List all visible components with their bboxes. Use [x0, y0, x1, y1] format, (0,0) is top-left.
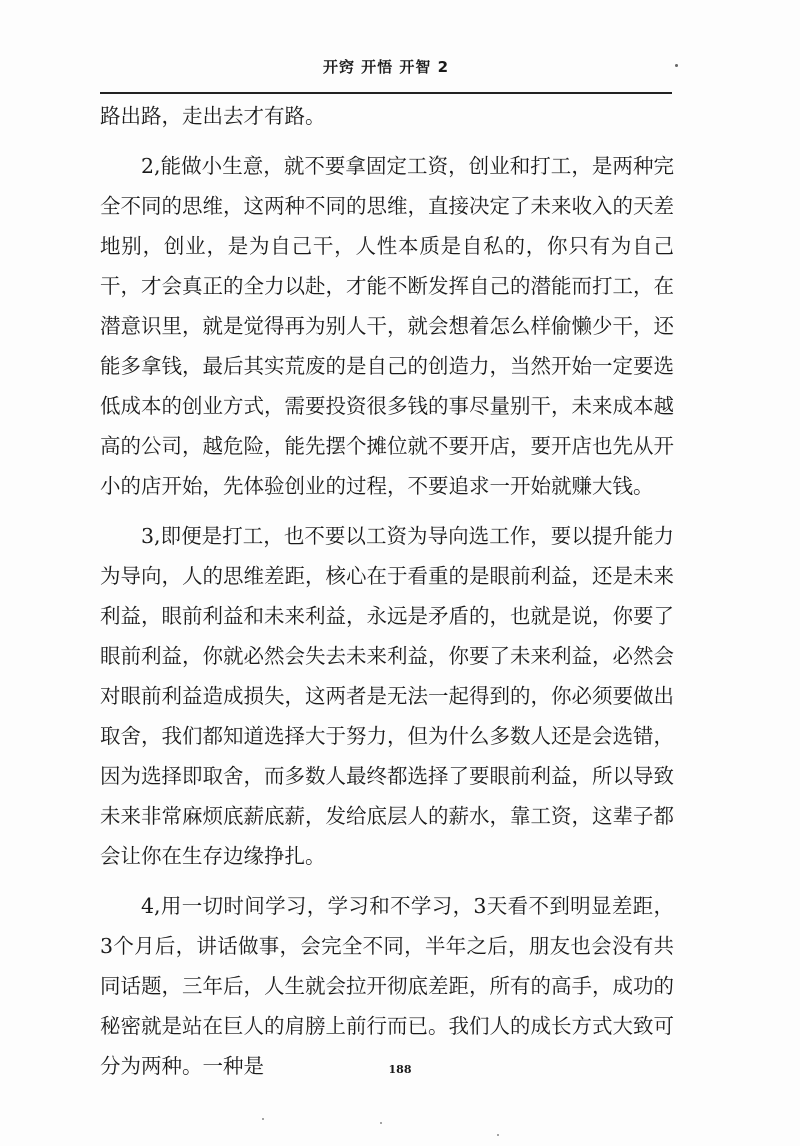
- running-header: [100, 52, 672, 94]
- scan-speck: [380, 1122, 382, 1124]
- scan-speck: [675, 64, 678, 67]
- body-text: [100, 96, 674, 1086]
- header-title: 开窍 开悟 开智 2: [322, 58, 450, 76]
- paragraph-point-3: 3,即便是打工，也不要以工资为导向选工作，要以提升能力为导向，人的思维差距，核心在于看重的是眼前利益，还是未来利益，眼前利益和未来利益，永远是矛盾的，也就是说，你要了眼前利益，你就必然会失去未来利益，你要了未来利益，必然会对眼前利益造成损失，这两者是无法一起得到的，你必须要做出取舍，我们都知道选择大于努力，但为什么多数人还是会选错，因为选择即取舍，而多数人最终都选择了要眼前利益，所以导致未来非常麻烦底薪底薪，发给底层人的薪水，靠工资，这辈子都会让你在生存边缘挣扎。: [100, 524, 674, 868]
- paragraph-point-2: 2,能做小生意，就不要拿固定工资，创业和打工，是两种完全不同的思维，这两种不同的思维，直接决定了未来收入的天差地别，创业，是为自己干，人性本质是自私的，你只有为自己干，才会真正的全力以赴，才能不断发挥自己的潜能而打工，在潜意识里，就是觉得再为别人干，就会想着怎么样偷懒少干，还能多拿钱，最后其实荒废的是自己的创造力，当然开始一定要选低成本的创业方式，需要投资很多钱的事尽量别干，未来成本越高的公司，越危险，能先摆个摊位就不要开店，要开店也先从开小的店开始，先体验创业的过程，不要追求一开始就赚大钱。: [100, 154, 674, 498]
- paragraph-continuation: 路出路，走出去才有路。: [100, 104, 326, 128]
- page-number: 188: [388, 1063, 412, 1076]
- scan-speck: [497, 1134, 499, 1136]
- paragraph-point-4: 4,用一切时间学习，学习和不学习，3天看不到明显差距，3个月后，讲话做事，会完全不同，半年之后，朋友也会没有共同话题，三年后，人生就会拉开彻底差距，所有的高手，成功的秘密就是站在巨人的肩膀上前行而已。我们人的成长方式大致可分为两种。一种是: [100, 894, 674, 1078]
- scan-speck: [262, 1118, 264, 1120]
